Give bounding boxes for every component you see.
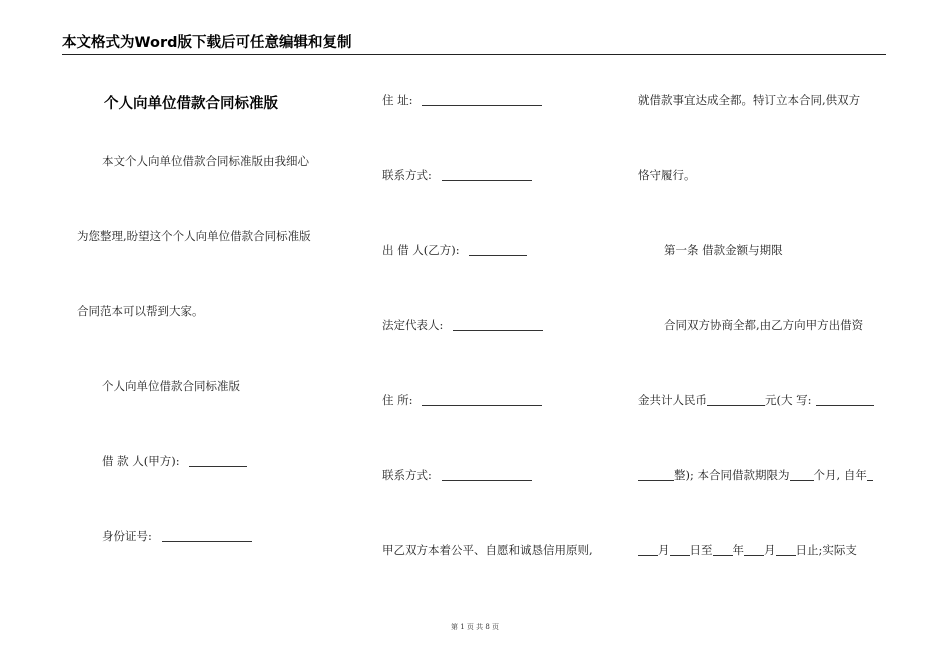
page-header: [62, 34, 886, 55]
loan-start-label: 个月, 自年: [813, 468, 867, 482]
contract-subtitle: 个人向单位借款合同标准版: [102, 379, 240, 393]
borrower-address-field: [382, 92, 542, 108]
borrower-contact-label: 联系方式:: [382, 168, 432, 182]
lender-field: [382, 242, 527, 258]
borrower-contact-blank: [442, 168, 532, 181]
lender-contact-label: 联系方式:: [382, 468, 432, 482]
end-year-label: 年: [732, 543, 744, 557]
legal-rep-blank: [453, 318, 543, 331]
id-number-field: [102, 528, 252, 544]
lender-residence-field: [382, 392, 542, 408]
intro-line-3: 合同范本可以帮到大家。: [77, 304, 204, 318]
borrower-label: 借 款 人(甲方):: [102, 454, 180, 468]
loan-amount-blank: [707, 393, 765, 406]
id-number-label: 身份证号:: [102, 529, 152, 543]
end-month-label: 月: [764, 543, 776, 557]
borrower-address-label: 住 址:: [382, 93, 413, 107]
end-day-blank: [776, 543, 796, 556]
lender-blank: [469, 243, 527, 256]
borrower-address-blank: [422, 93, 542, 106]
col3-line-3: 合同双方协商全都,由乙方向甲方出借资: [664, 318, 864, 332]
col3-line-1: 就借款事宜达成全都。特订立本合同,供双方: [638, 93, 861, 107]
lender-residence-label: 住 所:: [382, 393, 413, 407]
end-year-blank: [713, 543, 733, 556]
lender-label: 出 借 人(乙方):: [382, 243, 460, 257]
loan-term-line: [638, 467, 873, 483]
id-number-blank: [162, 529, 252, 542]
loan-amount-label: 金共计人民币: [638, 393, 707, 407]
document-title: 个人向单位借款合同标准版: [104, 96, 278, 112]
lender-contact-field: [382, 467, 532, 483]
loan-date-line: [638, 542, 857, 558]
start-day-blank: [670, 543, 690, 556]
header-text: 本文格式为Word版下载后可任意编辑和复制: [62, 35, 352, 51]
lender-contact-blank: [442, 468, 532, 481]
end-month-blank: [744, 543, 764, 556]
col3-line-2: 恪守履行。: [638, 168, 696, 182]
start-day-label: 日至: [689, 543, 713, 557]
start-month-label: 月: [658, 543, 670, 557]
loan-amount-words-label: 元(大 写:: [765, 393, 812, 407]
amount-end-blank: [638, 468, 674, 481]
principle-line: 甲乙双方本着公平、自愿和诚恳信用原则,: [382, 543, 593, 557]
borrower-contact-field: [382, 167, 532, 183]
loan-term-label: 整); 本合同借款期限为: [674, 468, 790, 482]
end-day-label: 日止;实际支: [795, 543, 857, 557]
page-footer: 第 1 页 共 8 页: [450, 623, 500, 631]
lender-residence-blank: [422, 393, 542, 406]
loan-amount-line: [638, 392, 874, 408]
loan-amount-words-blank: [816, 393, 874, 406]
intro-line-1: 本文个人向单位借款合同标准版由我细心: [102, 154, 309, 168]
start-year-blank: [867, 468, 873, 481]
start-month-blank: [638, 543, 658, 556]
article-1-title: 第一条 借款金额与期限: [664, 243, 783, 257]
borrower-field: [102, 453, 247, 469]
intro-line-2: 为您整理,盼望这个个人向单位借款合同标准版: [77, 229, 311, 243]
legal-rep-field: [382, 317, 543, 333]
legal-rep-label: 法定代表人:: [382, 318, 444, 332]
loan-months-blank: [790, 468, 814, 481]
borrower-blank: [189, 454, 247, 467]
